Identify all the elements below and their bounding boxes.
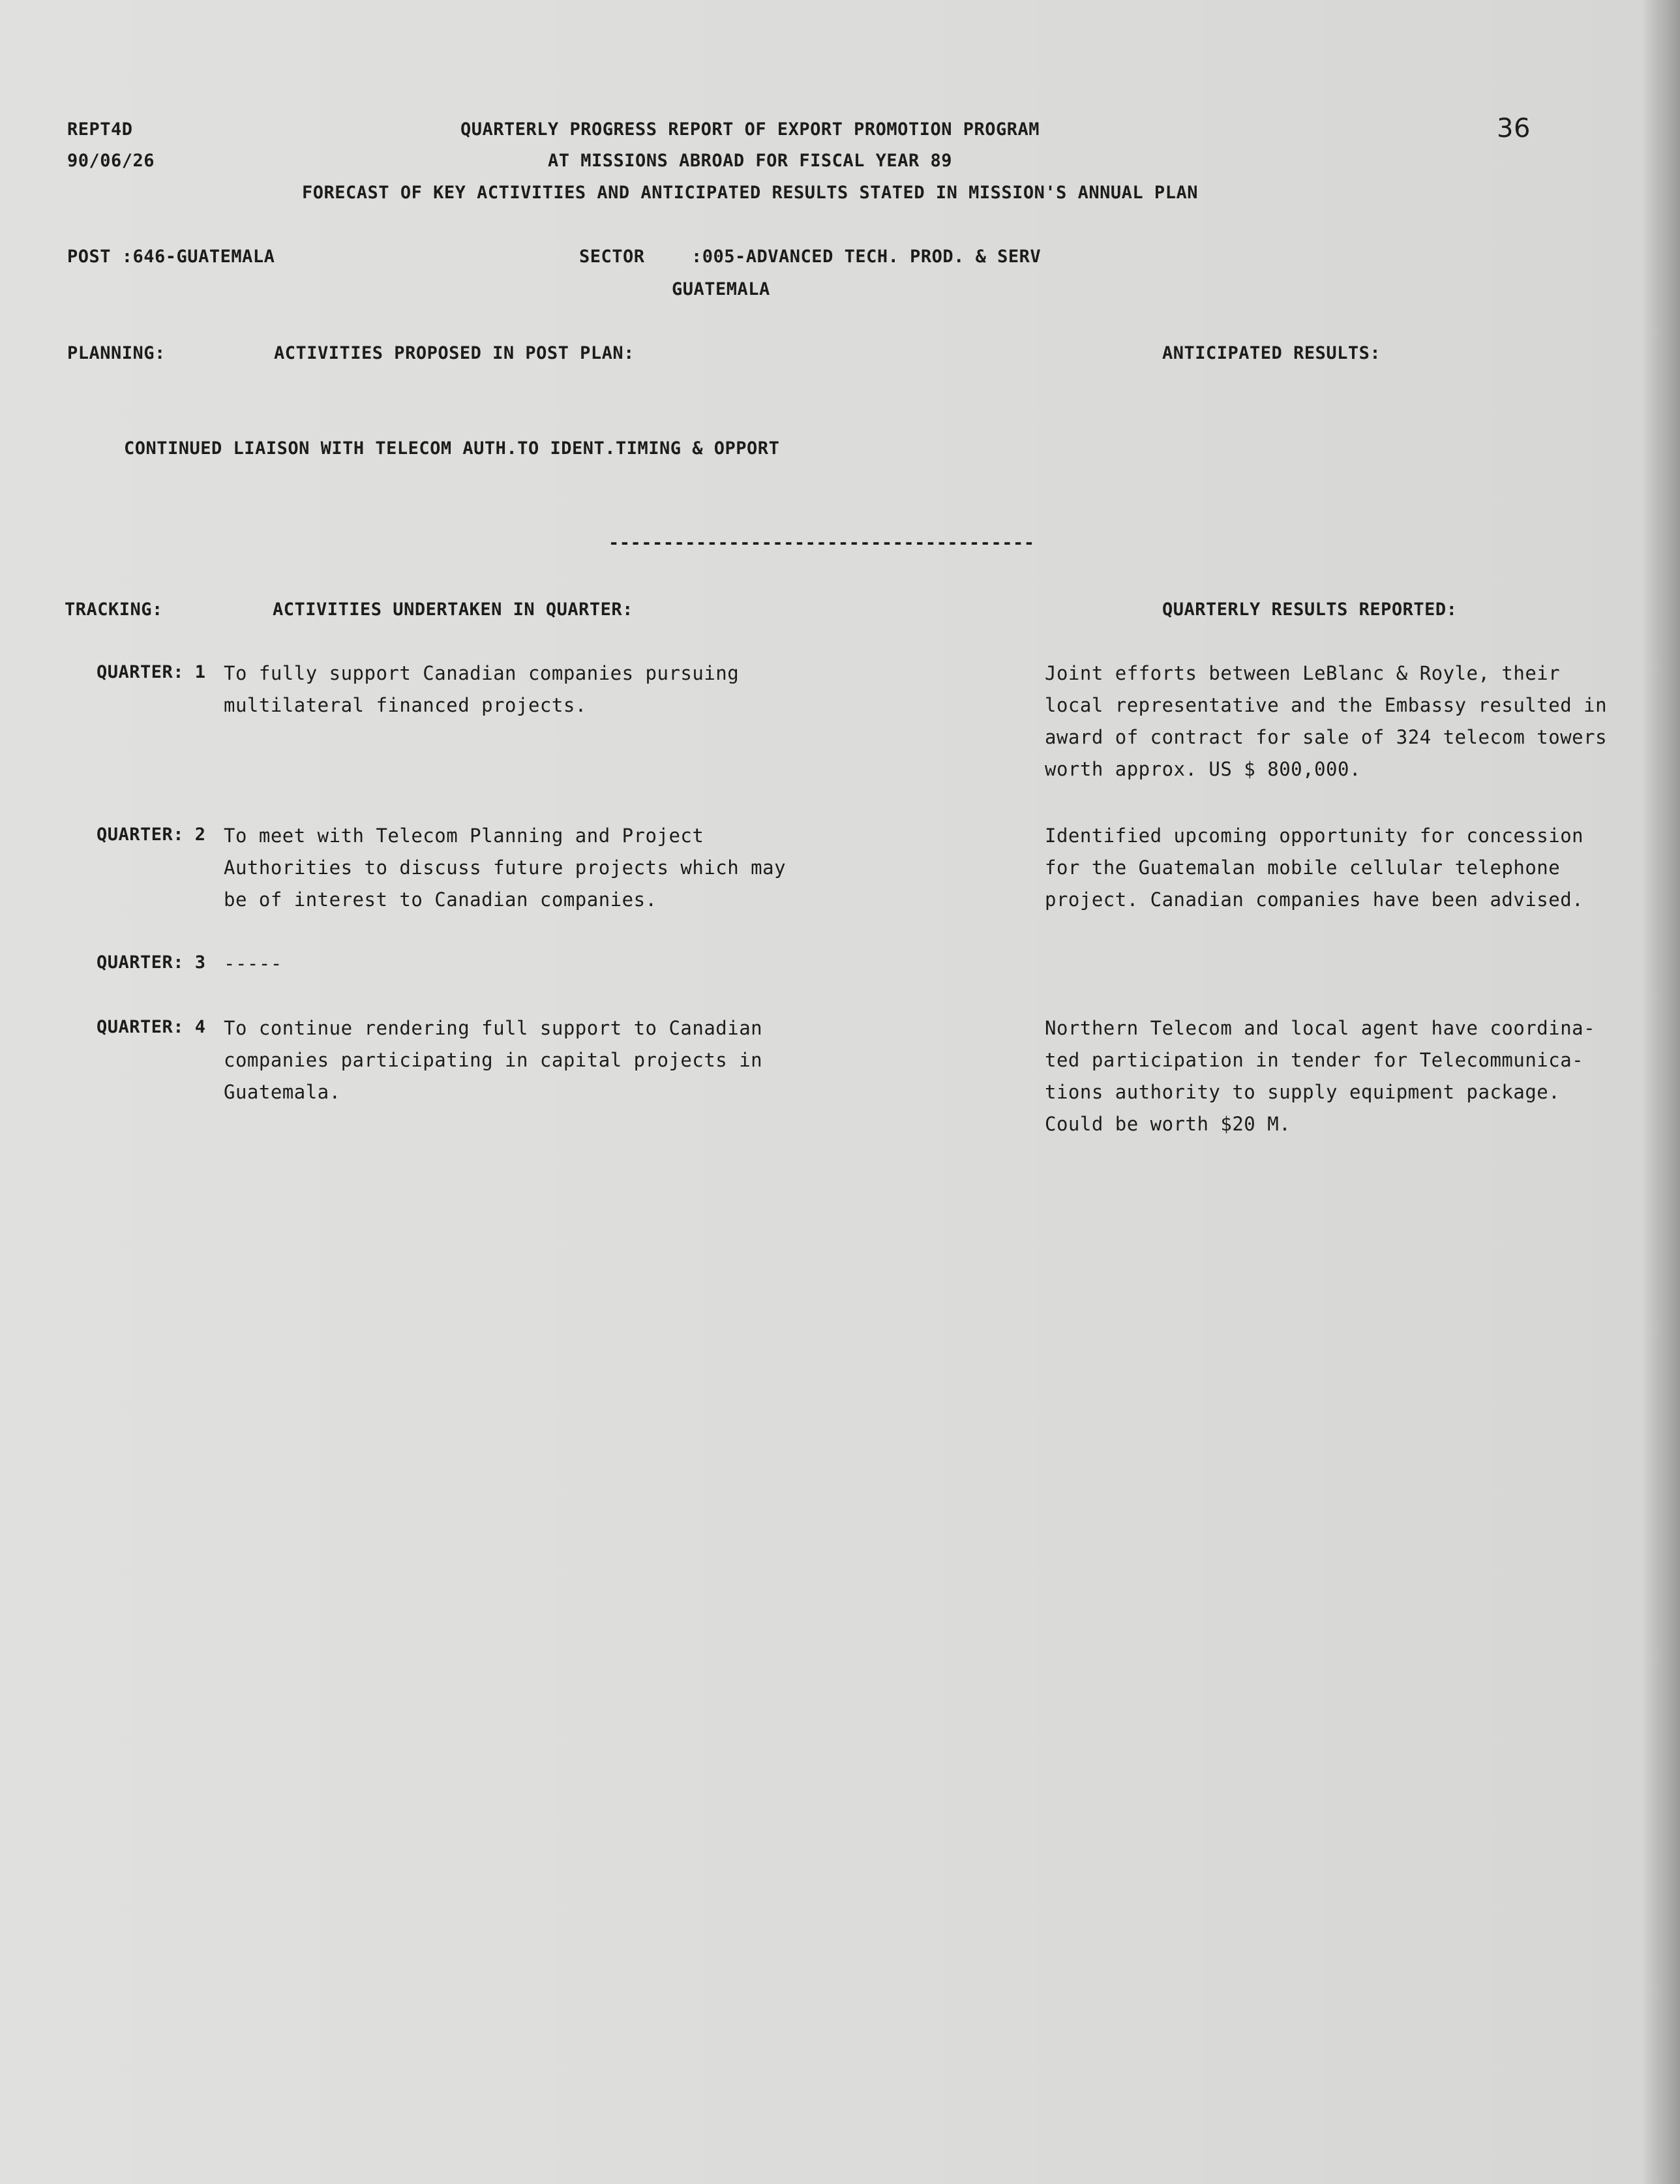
tracking-label: TRACKING: <box>65 599 163 620</box>
quarter-2-activity: To meet with Telecom Planning and Project Authorities to discuss future projects which may be of interest to Canadian companies. <box>224 825 787 911</box>
report-id: REPT4D <box>67 119 133 140</box>
quarter-4-activity: To continue rendering full support to Canadian companies participating in capital projects in Guatemala. <box>224 1017 763 1103</box>
quarter-1-label: QUARTER: 1 <box>97 662 206 682</box>
post-label: POST :646-GUATEMALA <box>67 247 275 267</box>
quarter-1-activity: To fully support Canadian companies pursuing multilateral financed projects. <box>224 662 740 716</box>
page-number: 36 <box>1497 114 1531 144</box>
report-date: 90/06/26 <box>67 151 155 171</box>
planned-activity: CONTINUED LIAISON WITH TELECOM AUTH.TO IDENT.TIMING & OPPORT <box>124 438 780 459</box>
tracking-activities-heading: ACTIVITIES UNDERTAKEN IN QUARTER: <box>273 599 633 620</box>
quarter-3-label: QUARTER: 3 <box>97 952 206 973</box>
quarterly-results-heading: QUARTERLY RESULTS REPORTED: <box>1162 599 1458 620</box>
title-line-1: QUARTERLY PROGRESS REPORT OF EXPORT PROMOTION PROGRAM <box>460 119 1040 140</box>
planning-label: PLANNING: <box>67 343 166 363</box>
sector-value: :005-ADVANCED TECH. PROD. & SERV <box>691 247 1042 267</box>
quarter-4-label: QUARTER: 4 <box>97 1017 206 1037</box>
quarter-2-result: Identified upcoming opportunity for concession for the Guatemalan mobile cellular telephone project. Canadian companies have been advised. <box>1045 825 1584 911</box>
planning-activities-heading: ACTIVITIES PROPOSED IN POST PLAN: <box>274 343 635 363</box>
quarter-2-label: QUARTER: 2 <box>97 825 206 845</box>
country-name: GUATEMALA <box>672 279 770 299</box>
anticipated-results-heading: ANTICIPATED RESULTS: <box>1162 343 1381 363</box>
title-line-3: FORECAST OF KEY ACTIVITIES AND ANTICIPATED RESULTS STATED IN MISSION'S ANNUAL PLAN <box>302 183 1198 203</box>
title-line-2: AT MISSIONS ABROAD FOR FISCAL YEAR 89 <box>548 151 952 171</box>
quarter-4-result: Northern Telecom and local agent have coordina- ted participation in tender for Telecommunica- tions authority to supply equipment package. Could be worth $20 M. <box>1045 1017 1596 1135</box>
sector-label: SECTOR <box>579 247 645 267</box>
quarter-1-result: Joint efforts between LeBlanc & Royle, their local representative and the Embassy resulted in award of contract for sale of 324 telecom towers worth approx. US $ 800,000. <box>1045 662 1608 780</box>
section-divider: --------------------------------------- <box>608 533 1035 553</box>
quarter-3-activity: ----- <box>224 952 282 975</box>
